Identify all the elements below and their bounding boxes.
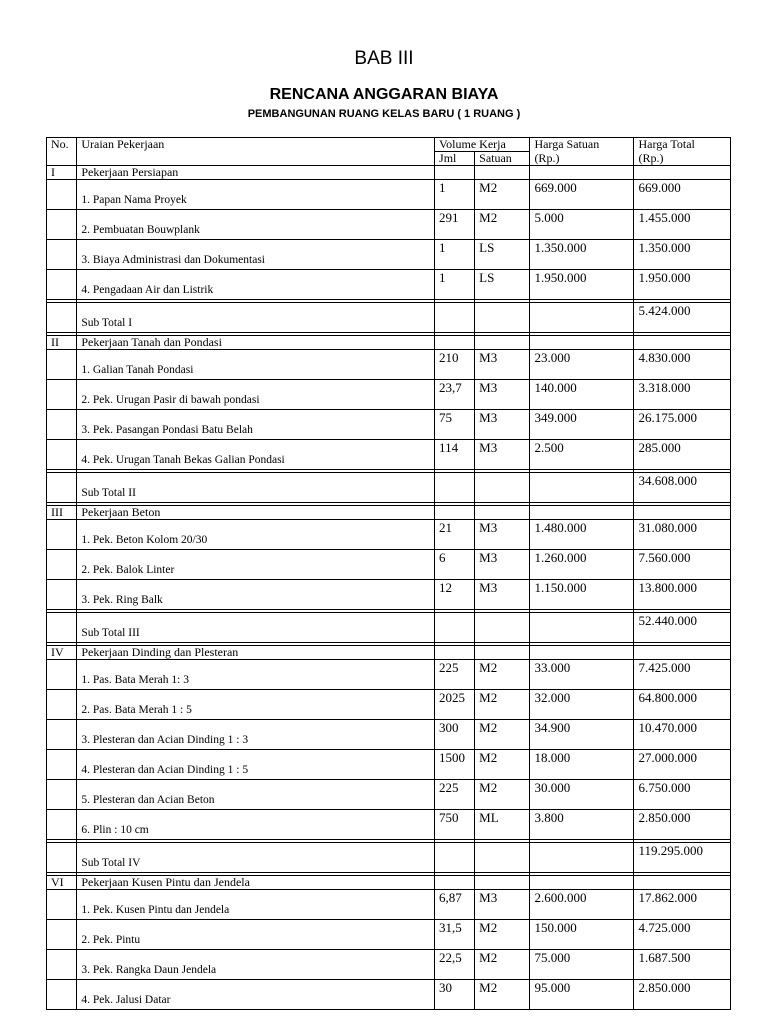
empty-cell	[435, 336, 475, 350]
item-unit-price: 349.000	[530, 410, 634, 440]
section-row	[47, 876, 731, 890]
item-total-price: 31.080.000	[634, 520, 731, 550]
item-unit: LS	[475, 240, 530, 270]
item-quantity: 6	[435, 550, 475, 580]
empty-cell	[47, 613, 77, 643]
header-volume: Volume Kerja	[435, 138, 530, 152]
item-unit-price: 1.350.000	[530, 240, 634, 270]
item-total-price: 7.560.000	[634, 550, 731, 580]
item-total-price: 64.800.000	[634, 690, 731, 720]
item-unit: M2	[475, 950, 530, 980]
section-title: Pekerjaan Beton	[77, 506, 435, 520]
item-unit: M2	[475, 720, 530, 750]
item-unit: LS	[475, 270, 530, 300]
item-number-cell	[47, 210, 77, 240]
item-number-cell	[47, 890, 77, 920]
item-unit-price: 2.600.000	[530, 890, 634, 920]
item-unit: M3	[475, 380, 530, 410]
item-quantity: 75	[435, 410, 475, 440]
table-row	[47, 690, 731, 720]
item-quantity: 1500	[435, 750, 475, 780]
header-harga-satuan: Harga Satuan	[530, 138, 634, 152]
item-unit: M3	[475, 890, 530, 920]
empty-cell	[475, 646, 530, 660]
empty-cell	[634, 336, 731, 350]
item-total-price: 2.850.000	[634, 810, 731, 840]
empty-cell	[634, 876, 731, 890]
empty-cell	[435, 473, 475, 503]
empty-cell	[47, 303, 77, 333]
table-row	[47, 920, 731, 950]
item-total-price: 27.000.000	[634, 750, 731, 780]
item-unit: M2	[475, 750, 530, 780]
item-unit-price: 2.500	[530, 440, 634, 470]
item-quantity: 12	[435, 580, 475, 610]
item-total-price: 1.687.500	[634, 950, 731, 980]
section-number: IV	[47, 646, 77, 660]
section-title: Pekerjaan Tanah dan Pondasi	[77, 336, 435, 350]
item-number-cell	[47, 720, 77, 750]
item-total-price: 10.470.000	[634, 720, 731, 750]
item-unit: M2	[475, 920, 530, 950]
item-description: 3. Biaya Administrasi dan Dokumentasi	[77, 240, 435, 270]
table-row	[47, 440, 731, 470]
table-row	[47, 520, 731, 550]
item-quantity: 30	[435, 980, 475, 1010]
empty-cell	[530, 613, 634, 643]
item-unit-price: 95.000	[530, 980, 634, 1010]
table-row	[47, 550, 731, 580]
item-unit: M2	[475, 210, 530, 240]
item-unit: M3	[475, 580, 530, 610]
item-unit: M2	[475, 980, 530, 1010]
table-row	[47, 180, 731, 210]
item-description: 1. Pek. Beton Kolom 20/30	[77, 520, 435, 550]
table-row	[47, 350, 731, 380]
item-total-price: 285.000	[634, 440, 731, 470]
document-subtitle-2: PEMBANGUNAN RUANG KELAS BARU ( 1 RUANG )	[247, 108, 521, 120]
empty-cell	[475, 843, 530, 873]
item-unit: M2	[475, 660, 530, 690]
empty-cell	[634, 166, 731, 180]
item-number-cell	[47, 350, 77, 380]
item-unit-price: 75.000	[530, 950, 634, 980]
item-unit: M2	[475, 780, 530, 810]
item-total-price: 13.800.000	[634, 580, 731, 610]
item-total-price: 1.950.000	[634, 270, 731, 300]
item-unit-price: 150.000	[530, 920, 634, 950]
section-row	[47, 336, 731, 350]
subtotal-value: 119.295.000	[634, 843, 731, 873]
item-number-cell	[47, 980, 77, 1010]
header-harga-satuan-unit: (Rp.)	[530, 152, 634, 166]
empty-cell	[435, 876, 475, 890]
item-total-price: 4.830.000	[634, 350, 731, 380]
item-unit-price: 1.260.000	[530, 550, 634, 580]
empty-cell	[634, 646, 731, 660]
table-row	[47, 660, 731, 690]
item-number-cell	[47, 520, 77, 550]
empty-cell	[530, 506, 634, 520]
item-quantity: 114	[435, 440, 475, 470]
empty-cell	[530, 646, 634, 660]
item-quantity: 291	[435, 210, 475, 240]
subtotal-row	[47, 303, 731, 333]
table-row	[47, 750, 731, 780]
item-quantity: 1	[435, 270, 475, 300]
table-row	[47, 890, 731, 920]
subtotal-row	[47, 473, 731, 503]
empty-cell	[435, 646, 475, 660]
item-quantity: 225	[435, 660, 475, 690]
empty-cell	[475, 876, 530, 890]
item-quantity: 23,7	[435, 380, 475, 410]
item-number-cell	[47, 810, 77, 840]
item-description: 1. Pas. Bata Merah 1: 3	[77, 660, 435, 690]
document-title: BAB III	[354, 48, 414, 69]
item-total-price: 1.455.000	[634, 210, 731, 240]
table-row	[47, 410, 731, 440]
table-row	[47, 580, 731, 610]
item-total-price: 26.175.000	[634, 410, 731, 440]
item-number-cell	[47, 380, 77, 410]
subtotal-label: Sub Total I	[77, 303, 435, 333]
item-quantity: 300	[435, 720, 475, 750]
empty-cell	[530, 473, 634, 503]
section-row	[47, 506, 731, 520]
item-total-price: 669.000	[634, 180, 731, 210]
item-number-cell	[47, 660, 77, 690]
section-title: Pekerjaan Kusen Pintu dan Jendela	[77, 876, 435, 890]
table-row	[47, 210, 731, 240]
item-unit-price: 3.800	[530, 810, 634, 840]
section-row	[47, 646, 731, 660]
header-uraian: Uraian Pekerjaan	[77, 138, 435, 166]
item-number-cell	[47, 410, 77, 440]
item-quantity: 21	[435, 520, 475, 550]
subtotal-label: Sub Total IV	[77, 843, 435, 873]
budget-table-body	[47, 138, 731, 1010]
item-unit: M3	[475, 550, 530, 580]
item-total-price: 7.425.000	[634, 660, 731, 690]
item-quantity: 210	[435, 350, 475, 380]
item-unit-price: 5.000	[530, 210, 634, 240]
subtotal-value: 34.608.000	[634, 473, 731, 503]
empty-cell	[435, 613, 475, 643]
item-unit: M3	[475, 350, 530, 380]
section-title: Pekerjaan Dinding dan Plesteran	[77, 646, 435, 660]
header-harga-total-unit: (Rp.)	[634, 152, 731, 166]
item-number-cell	[47, 440, 77, 470]
item-description: 3. Pek. Ring Balk	[77, 580, 435, 610]
item-description: 1. Pek. Kusen Pintu dan Jendela	[77, 890, 435, 920]
item-number-cell	[47, 920, 77, 950]
item-unit: M3	[475, 520, 530, 550]
item-number-cell	[47, 240, 77, 270]
item-unit-price: 32.000	[530, 690, 634, 720]
item-description: 5. Plesteran dan Acian Beton	[77, 780, 435, 810]
subtotal-value: 52.440.000	[634, 613, 731, 643]
subtotal-label: Sub Total II	[77, 473, 435, 503]
item-unit: M3	[475, 410, 530, 440]
item-description: 2. Pek. Balok Linter	[77, 550, 435, 580]
empty-cell	[47, 473, 77, 503]
item-quantity: 1	[435, 180, 475, 210]
item-unit-price: 30.000	[530, 780, 634, 810]
table-row	[47, 240, 731, 270]
item-description: 4. Pengadaan Air dan Listrik	[77, 270, 435, 300]
empty-cell	[530, 166, 634, 180]
empty-cell	[475, 506, 530, 520]
subtotal-label: Sub Total III	[77, 613, 435, 643]
item-total-price: 4.725.000	[634, 920, 731, 950]
item-unit-price: 1.150.000	[530, 580, 634, 610]
item-quantity: 1	[435, 240, 475, 270]
item-description: 3. Pek. Rangka Daun Jendela	[77, 950, 435, 980]
item-quantity: 6,87	[435, 890, 475, 920]
empty-cell	[435, 166, 475, 180]
section-title: Pekerjaan Persiapan	[77, 166, 435, 180]
item-quantity: 225	[435, 780, 475, 810]
item-number-cell	[47, 180, 77, 210]
item-quantity: 31,5	[435, 920, 475, 950]
empty-cell	[475, 336, 530, 350]
item-number-cell	[47, 690, 77, 720]
empty-cell	[435, 303, 475, 333]
item-total-price: 6.750.000	[634, 780, 731, 810]
item-description: 3. Pek. Pasangan Pondasi Batu Belah	[77, 410, 435, 440]
item-number-cell	[47, 580, 77, 610]
table-row	[47, 950, 731, 980]
item-description: 3. Plesteran dan Acian Dinding 1 : 3	[77, 720, 435, 750]
empty-cell	[47, 843, 77, 873]
item-total-price: 3.318.000	[634, 380, 731, 410]
empty-cell	[475, 613, 530, 643]
empty-cell	[475, 473, 530, 503]
item-unit-price: 1.480.000	[530, 520, 634, 550]
section-number: II	[47, 336, 77, 350]
header-jml: Jml	[435, 152, 475, 166]
item-description: 1. Papan Nama Proyek	[77, 180, 435, 210]
item-unit: M2	[475, 690, 530, 720]
empty-cell	[530, 336, 634, 350]
table-row	[47, 720, 731, 750]
item-total-price: 2.850.000	[634, 980, 731, 1010]
empty-cell	[475, 166, 530, 180]
empty-cell	[530, 876, 634, 890]
budget-table	[46, 137, 731, 1010]
subtotal-row	[47, 843, 731, 873]
item-number-cell	[47, 270, 77, 300]
item-unit-price: 18.000	[530, 750, 634, 780]
item-number-cell	[47, 950, 77, 980]
item-description: 6. Plin : 10 cm	[77, 810, 435, 840]
header-no: No.	[47, 138, 77, 166]
item-number-cell	[47, 780, 77, 810]
item-quantity: 22,5	[435, 950, 475, 980]
subtotal-value: 5.424.000	[634, 303, 731, 333]
item-unit-price: 669.000	[530, 180, 634, 210]
header-satuan: Satuan	[475, 152, 530, 166]
item-quantity: 2025	[435, 690, 475, 720]
subtotal-row	[47, 613, 731, 643]
empty-cell	[530, 843, 634, 873]
empty-cell	[435, 843, 475, 873]
table-row	[47, 270, 731, 300]
item-number-cell	[47, 750, 77, 780]
item-unit: M3	[475, 440, 530, 470]
section-number: I	[47, 166, 77, 180]
item-unit-price: 34.900	[530, 720, 634, 750]
table-row	[47, 980, 731, 1010]
empty-cell	[475, 303, 530, 333]
item-unit: M2	[475, 180, 530, 210]
table-row	[47, 380, 731, 410]
empty-cell	[435, 506, 475, 520]
item-unit-price: 140.000	[530, 380, 634, 410]
table-row	[47, 780, 731, 810]
item-unit: ML	[475, 810, 530, 840]
item-total-price: 1.350.000	[634, 240, 731, 270]
empty-cell	[634, 506, 731, 520]
section-number: VI	[47, 876, 77, 890]
header-harga-total: Harga Total	[634, 138, 731, 152]
item-description: 4. Pek. Urugan Tanah Bekas Galian Pondasi	[77, 440, 435, 470]
item-quantity: 750	[435, 810, 475, 840]
document-subtitle: RENCANA ANGGARAN BIAYA	[269, 86, 499, 103]
item-total-price: 17.862.000	[634, 890, 731, 920]
item-unit-price: 23.000	[530, 350, 634, 380]
item-description: 2. Pek. Pintu	[77, 920, 435, 950]
table-header-row-1	[47, 138, 731, 152]
item-description: 2. Pembuatan Bouwplank	[77, 210, 435, 240]
section-row	[47, 166, 731, 180]
item-description: 4. Plesteran dan Acian Dinding 1 : 5	[77, 750, 435, 780]
item-number-cell	[47, 550, 77, 580]
section-number: III	[47, 506, 77, 520]
item-description: 2. Pek. Urugan Pasir di bawah pondasi	[77, 380, 435, 410]
item-description: 4. Pek. Jalusi Datar	[77, 980, 435, 1010]
table-row	[47, 810, 731, 840]
empty-cell	[530, 303, 634, 333]
item-unit-price: 33.000	[530, 660, 634, 690]
item-description: 1. Galian Tanah Pondasi	[77, 350, 435, 380]
item-description: 2. Pas. Bata Merah 1 : 5	[77, 690, 435, 720]
item-unit-price: 1.950.000	[530, 270, 634, 300]
